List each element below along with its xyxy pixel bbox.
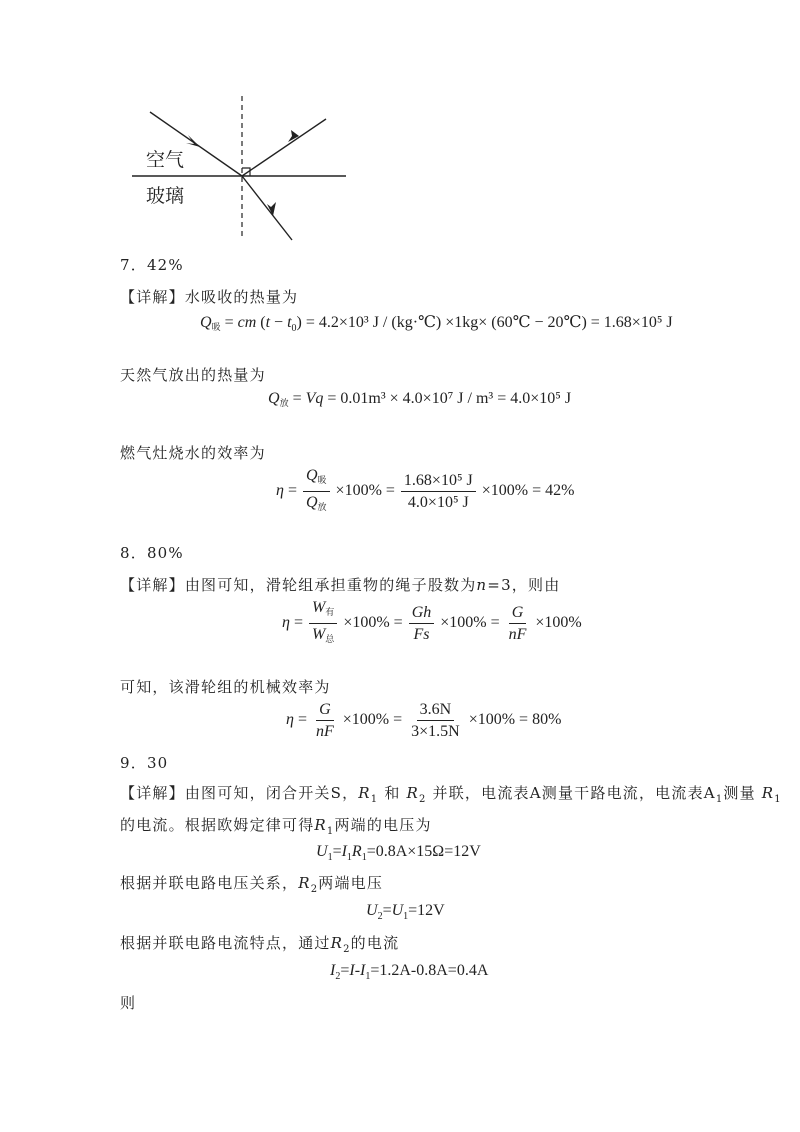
- q8-text: 由图可知，滑轮组承担重物的绳子股数为: [184, 576, 477, 594]
- q7-equation-1: Q吸 = cm $(t - t_0) = 4.2\times 10^3$ J / (kg·℃) ×1kg× (60℃ − 20℃) = 1.68×10⁵ J: [200, 314, 673, 335]
- q9-line2: 的电流。根据欧姆定律可得$R_1$两端的电压为: [120, 816, 432, 837]
- q8-var-n: n: [476, 576, 488, 594]
- q8-eq2-den: 3×1.5N: [411, 723, 460, 740]
- q7-eq3-den: 4.0×10⁵ J: [407, 494, 469, 511]
- refraction-diagram: [120, 92, 360, 244]
- q9-text-d: 测量: [723, 784, 756, 802]
- q7-number: 7．42%: [120, 256, 184, 274]
- q9-line5: 则: [120, 994, 137, 1012]
- q8-equation-1: η = $\frac{\text{W有}}{\text{W总}}$ ×100% = $\frac{Gh}{Fs}$ ×100% = $\frac{G}{nF}$ ×100%: [282, 599, 582, 644]
- q9-text-b: 和: [384, 784, 401, 802]
- q9-text-2a: 的电流。根据欧姆定律可得: [120, 816, 315, 834]
- q8-line1: [120, 574, 560, 595]
- q9-text-3b: 两端电压: [318, 874, 384, 892]
- q9-text-3a: 根据并联电路电压关系，: [120, 874, 299, 892]
- detail-tag: 【详解】: [120, 288, 185, 306]
- q9-text-2b: 两端的电压为: [334, 816, 432, 834]
- label-glass: 玻璃: [146, 185, 185, 207]
- q7-line1: [120, 286, 298, 307]
- q9-equation-1: $U_1=I_1R_1=0.8A\times 15\Omega=12V$: [316, 843, 481, 864]
- q9-line3: 根据并联电路电压关系，$R_2$两端电压: [120, 874, 384, 895]
- q9-eq2-rhs: =12V: [408, 902, 445, 919]
- q9-equation-2: $U_2=U_1=12V$: [366, 902, 445, 923]
- q9-line4: 根据并联电路电流特点，通过$R_2$的电流: [120, 934, 400, 955]
- q9-equation-3: $I_2=I-I_1=1.2A-0.8A=0.4A$: [330, 962, 489, 983]
- refracted-ray: [242, 176, 292, 240]
- q9-eq1-rhs: =0.8A×15Ω=12V: [366, 843, 481, 860]
- q9-eq3-rhs: =1.2A-0.8A=0.4A: [370, 962, 489, 979]
- detail-tag: 【详解】: [120, 576, 185, 594]
- reflected-arrow: [288, 130, 299, 142]
- detail-tag: 【详解】: [120, 784, 185, 802]
- incident-arrow: [186, 135, 200, 147]
- q7-text: 水吸收的热量为: [184, 288, 299, 306]
- q7-eq2-rhs: = 0.01m³ × 4.0×10⁷ J / m³ = 4.0×10⁵ J: [327, 390, 572, 407]
- q9-number: 9．30: [120, 754, 169, 772]
- reflected-ray: [242, 119, 326, 176]
- q8-eq2-tail: ×100% = 80%: [468, 711, 562, 729]
- q9-text-4a: 根据并联电路电流特点，通过: [120, 934, 331, 952]
- q7-equation-2: Q放 = Vq = 0.01m³ × 4.0×10⁷ J / m³ = 4.0×10⁵ J: [268, 390, 572, 408]
- q7-eq3-num: 1.68×10⁵ J: [401, 471, 476, 492]
- q9-text-4b: 的电流: [350, 934, 400, 952]
- q9-line1: 【详解】由图可知，闭合开关S，$R_1$ 和 $R_2$ 并联，电流表A测量干路电流，电流表$A_1$测量 $R_1$: [120, 784, 782, 805]
- q8-equation-2: η = $\frac{G}{nF}$ ×100% = $\frac{3.6N}{3\times 1.5N}$ ×100% = 80%: [286, 701, 562, 740]
- q8-line2: 可知，该滑轮组的机械效率为: [120, 678, 331, 696]
- q7-line3: 燃气灶烧水的效率为: [120, 444, 266, 462]
- q9-text-c: 并联，电流表A测量干路电流，电流表A: [432, 784, 716, 802]
- q8-number: 8．80%: [120, 544, 184, 562]
- label-air: 空气: [146, 149, 185, 171]
- q9-text-a: 由图可知，闭合开关S，: [184, 784, 359, 802]
- q7-eq1-rhs: = 4.2×10³ J / (kg·℃) ×1kg× (60℃ − 20℃) = 1.68×10⁵ J: [305, 314, 673, 331]
- q7-line2: 天然气放出的热量为: [120, 366, 266, 384]
- q7-eq3-tail: ×100% = 42%: [481, 482, 575, 500]
- q7-equation-3: η = $\frac{\text{Q吸}}{\text{Q放}}$ ×100% = $\frac{\text{1.68×10⁵ J}}{\text{4.0×10⁵ J}}$ ×100% = 42%: [276, 467, 575, 512]
- q8-eq2-num: 3.6N: [417, 700, 455, 721]
- q8-text-rest: =3，则由: [487, 576, 561, 594]
